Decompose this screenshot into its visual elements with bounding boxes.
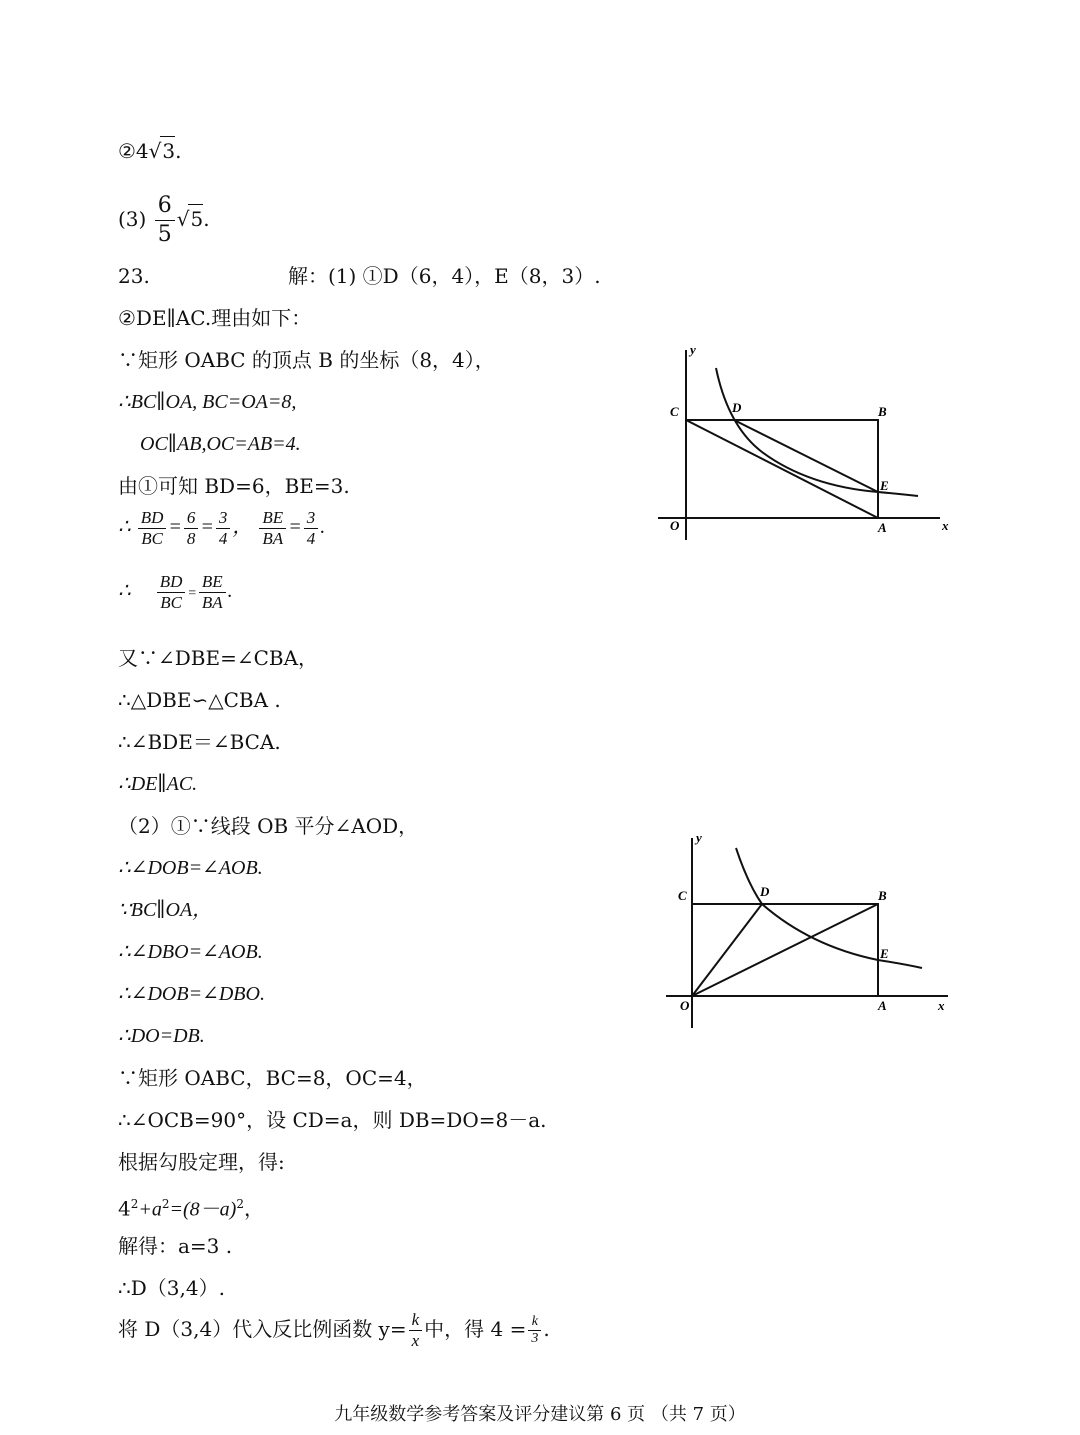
label-y: y [690, 342, 696, 357]
answer-line-1: ②4√3. [118, 136, 182, 165]
fraction: $\frac{BD}{BC}$ [157, 572, 186, 613]
label-x: x [938, 998, 945, 1013]
solution-line: 解得：a=3 . [118, 1234, 233, 1258]
label-B: B [878, 404, 887, 419]
fraction: $\frac{6}{5}$ [155, 192, 175, 249]
label-E: E [880, 478, 889, 493]
label-y: y [696, 830, 702, 845]
solution-line: ∴DE∥AC. [118, 773, 198, 795]
label-O: O [670, 518, 680, 533]
label-E: E [880, 946, 889, 961]
solution-line: ∵矩形 OABC，BC=8，OC=4， [118, 1066, 427, 1090]
solution-line: ∵矩形 OABC 的顶点 B 的坐标（8，4）， [118, 348, 495, 372]
coordinate-figure-2 [660, 828, 960, 1038]
solution-line: 由①可知 BD=6，BE=3. [118, 474, 350, 498]
hyperbola-curve [716, 368, 918, 496]
solution-line: ∴∠OCB=90°，设 CD=a，则 DB=DO=8－a. [118, 1108, 547, 1132]
answer-line-2: (3) $\frac{6}{5}$ √5. [118, 193, 210, 247]
page-footer: 九年级数学参考答案及评分建议第 6 页 （共 7 页） [334, 1404, 746, 1425]
solution-line: ∵BC∥OA， [118, 899, 213, 921]
substitution-line: 将 D（3,4）代入反比例函数 y= $\frac{k}{x}$ 中，得 4 = $\frac{k}{3}$ . [118, 1310, 550, 1350]
fraction: $\frac{BE}{BA}$ [199, 572, 226, 613]
label-C: C [670, 404, 679, 419]
segment-CA [686, 420, 878, 518]
fraction: $\frac{BD}{BC}$ [138, 508, 167, 549]
label-B: B [878, 888, 887, 903]
fraction: $\frac{k}{3}$ [528, 1314, 541, 1347]
label-A: A [878, 998, 887, 1013]
solution-line: 又∵∠DBE=∠CBA， [118, 646, 319, 670]
solution-line: OC∥AB,OC=AB=4. [140, 433, 301, 455]
solution-line: ∴DO=DB. [118, 1025, 205, 1047]
solution-line: ∴∠DBO=∠AOB. [118, 941, 263, 963]
segment-OD [692, 904, 762, 996]
sqrt-sign: √ [176, 207, 190, 231]
solution-line: ∴∠DOB=∠DBO. [118, 983, 265, 1005]
fraction: $\frac{3}{4}$ [216, 508, 231, 549]
fraction: $\frac{BE}{BA}$ [259, 508, 286, 549]
label-D: D [760, 884, 770, 899]
label-x: x [942, 518, 949, 533]
solution-line: 根据勾股定理，得: [118, 1150, 285, 1174]
label-D: D [732, 400, 742, 415]
solution-line: ∴△DBE∽△CBA . [118, 688, 281, 712]
sqrt-sign: √ [148, 139, 162, 163]
segment-OB [692, 904, 878, 996]
label-C: C [678, 888, 687, 903]
fraction: $\frac{6}{8}$ [184, 508, 199, 549]
question-23-heading: 23. 解：(1) ①D（6，4），E（8，3）. [118, 264, 601, 288]
solution-line: ∴∠DOB=∠AOB. [118, 857, 263, 879]
solution-line: （2）①∵线段 OB 平分∠AOD， [118, 814, 419, 838]
fraction: $\frac{k}{x}$ [409, 1310, 423, 1351]
solution-line: ∴BC∥OA, BC=OA=8, [118, 391, 297, 413]
solution-line: ∴D（3,4）. [118, 1276, 225, 1300]
fraction: $\frac{3}{4}$ [304, 508, 319, 549]
ratio-line: ∴ $\frac{BD}{BC}$ = $\frac{6}{8}$ = $\frac{3}{4}$ ， $\frac{BE}{BA}$ = $\frac{3}{4}$ . [118, 508, 326, 548]
hyperbola-curve [736, 848, 922, 968]
ratio-line: ∴ $\frac{BD}{BC}$ = $\frac{BE}{BA}$ . [118, 572, 233, 612]
label-A: A [878, 520, 887, 535]
solution-line: ∴∠BDE＝∠BCA. [118, 730, 281, 754]
coordinate-figure-1 [650, 340, 960, 550]
solution-line: ②DE∥AC.理由如下： [118, 306, 312, 330]
label-O: O [680, 998, 690, 1013]
equation-line: $4^2+a^2=(8-a)^2$， [118, 1196, 264, 1221]
